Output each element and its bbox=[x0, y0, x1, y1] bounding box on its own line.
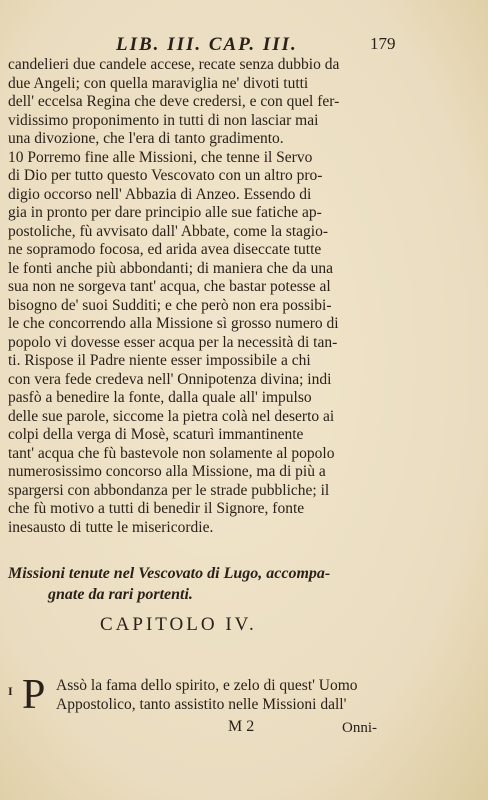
text-line: candelieri due candele accese, recate senza dubbio da bbox=[8, 56, 340, 73]
opening-line-2: Appostolico, tanto assistito nelle Missioni dall' bbox=[56, 696, 347, 713]
text-line: le fonti anche più abbondanti; di maniera che da una bbox=[8, 259, 333, 277]
text-line: gia in pronto per dare principio alle sue fatiche ap- bbox=[8, 204, 322, 221]
section-number: I bbox=[8, 684, 13, 698]
text-line: vidissimo proponimento in tutti di non lasciar mai bbox=[8, 111, 319, 129]
text-line: tant' acqua che fù bastevole non solamente al popolo bbox=[8, 444, 335, 462]
text-line: con vera fede credeva nell' Onnipotenza divina; indi bbox=[8, 370, 332, 388]
text-line: numerosissimo concorso alla Missione, ma di più a bbox=[8, 463, 326, 480]
text-line: dell' eccelsa Regina che deve credersi, e con quel fer- bbox=[8, 93, 340, 110]
text-line: postoliche, fù avvisato dall' Abbate, come la stagio- bbox=[8, 222, 329, 240]
text-line: una divozione, che l'era di tanto gradimento. bbox=[8, 130, 284, 147]
drop-cap: P bbox=[22, 672, 46, 718]
chapter-title: CAPITOLO IV. bbox=[100, 614, 257, 635]
opening-line-1: Assò la fama dello spirito, e zelo di quest' Uomo bbox=[56, 677, 358, 694]
catchword: Onni- bbox=[342, 720, 377, 736]
text-line: delle sue parole, siccome la pietra colà nel deserto ai bbox=[8, 407, 335, 425]
section-heading-line-2: gnate da rari portenti. bbox=[48, 586, 193, 603]
text-line: 10 Porremo fine alle Missioni, che tenne il Servo bbox=[8, 148, 313, 166]
text-line: popolo vi dovesse esser acqua per la necessità di tan- bbox=[8, 333, 338, 351]
text-line: sua non ne sorgeva tant' acqua, che bastar potesse al bbox=[8, 278, 331, 295]
text-line: colpi della verga di Mosè, scaturì immantinente bbox=[8, 426, 304, 443]
text-line: di Dio per tutto questo Vescovato con un altro pro- bbox=[8, 167, 323, 184]
text-line: bisogno de' suoi Sudditi; e che però non era possibi- bbox=[8, 296, 332, 314]
text-line: ne sopramodo focosa, ed arida avea diseccate tutte bbox=[8, 241, 322, 258]
text-line: le che concorrendo alla Missione sì grosso numero di bbox=[8, 315, 339, 332]
text-line: che fù motivo a tutti di benedir il Signore, fonte bbox=[8, 500, 305, 517]
text-line: pasfò a benedire la fonte, dalla quale all' impulso bbox=[8, 389, 312, 406]
signature-mark: M 2 bbox=[228, 718, 255, 735]
page-header bbox=[0, 34, 488, 56]
text-line: ti. Rispose il Padre niente esser impossibile a chi bbox=[8, 352, 311, 369]
section-heading bbox=[8, 563, 420, 605]
text-line: due Angeli; con quella maraviglia ne' divoti tutti bbox=[8, 74, 309, 92]
page-number: 179 bbox=[370, 34, 396, 53]
text-line: inesausto di tutte le misericordie. bbox=[8, 518, 214, 536]
text-line: spargersi con abbondanza per le strade pubbliche; il bbox=[8, 481, 330, 499]
running-head: LIB. III. CAP. III. bbox=[116, 34, 298, 55]
text-line: digio occorso nell' Abbazia di Anzeo. Essendo di bbox=[8, 185, 312, 203]
body-text bbox=[8, 56, 420, 537]
section-heading-line-1: Missioni tenute nel Vescovato di Lugo, accompa- bbox=[8, 565, 331, 582]
